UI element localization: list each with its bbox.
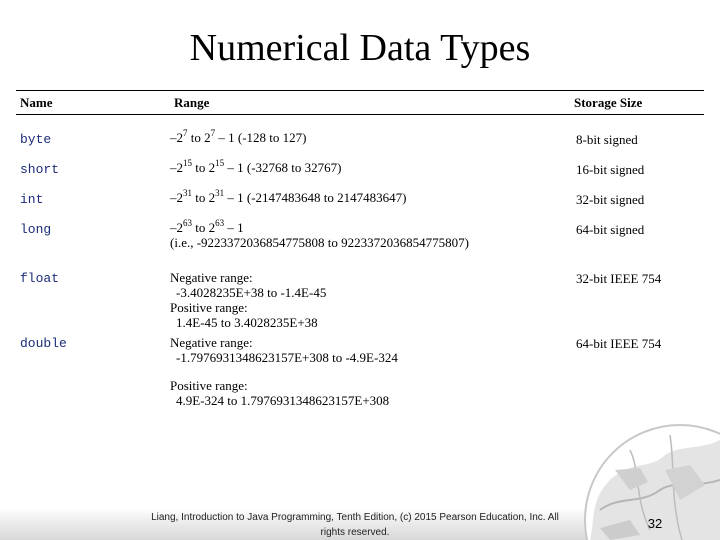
slide-title: Numerical Data Types [189,27,531,69]
storage-double: 64-bit IEEE 754 [576,336,662,351]
page-number: 32 [647,516,663,531]
storage-float: 32-bit IEEE 754 [576,271,662,286]
range-value: -3.4028235E+38 to -1.4E-45 [176,285,327,300]
range-short: $-2^{15}$ to $2^{15} - 1$ (-32768 to 32767) [170,158,342,175]
range-label: Negative range: [170,335,253,350]
type-name-long: long [20,222,52,237]
column-header-name: Name [20,95,53,110]
table-top-rule [16,90,704,91]
range-byte: $-2^7$ to $2^7 - 1$ (-128 to 127) [170,128,307,145]
range-label: Negative range: [170,270,253,285]
range-label: Positive range: [170,300,248,315]
table-header-rule [16,114,704,115]
type-name-double: double [20,336,67,351]
storage-int: 32-bit signed [576,192,645,207]
range-int: $-2^{31}$ to $2^{31} - 1$ (-2147483648 to 2147483647) [170,188,407,205]
type-name-int: int [20,192,44,207]
range-value: -1.7976931348623157E+308 to -4.9E-324 [176,350,398,365]
type-name-float: float [20,271,60,286]
range-label: Positive range: [170,378,248,393]
storage-short: 16-bit signed [576,162,645,177]
range-value: 1.4E-45 to 3.4028235E+38 [176,315,318,330]
storage-long: 64-bit signed [576,222,645,237]
range-long: $-2^{63}$ to $2^{63} - 1$ [170,218,244,235]
type-name-byte: byte [20,132,52,147]
type-name-short: short [20,162,60,177]
range-value: 4.9E-324 to 1.7976931348623157E+308 [176,393,390,408]
range-long-detail: (i.e., -9223372036854775808 to 9223372036854775807) [170,235,469,250]
column-header-storage: Storage Size [574,95,643,110]
footer-copyright: Liang, Introduction to Java Programming, Tenth Edition, (c) 2015 Pearson Education, Inc. All rights reserved. [151,512,559,538]
storage-byte: 8-bit signed [576,132,638,147]
column-header-range: Range [174,95,210,110]
